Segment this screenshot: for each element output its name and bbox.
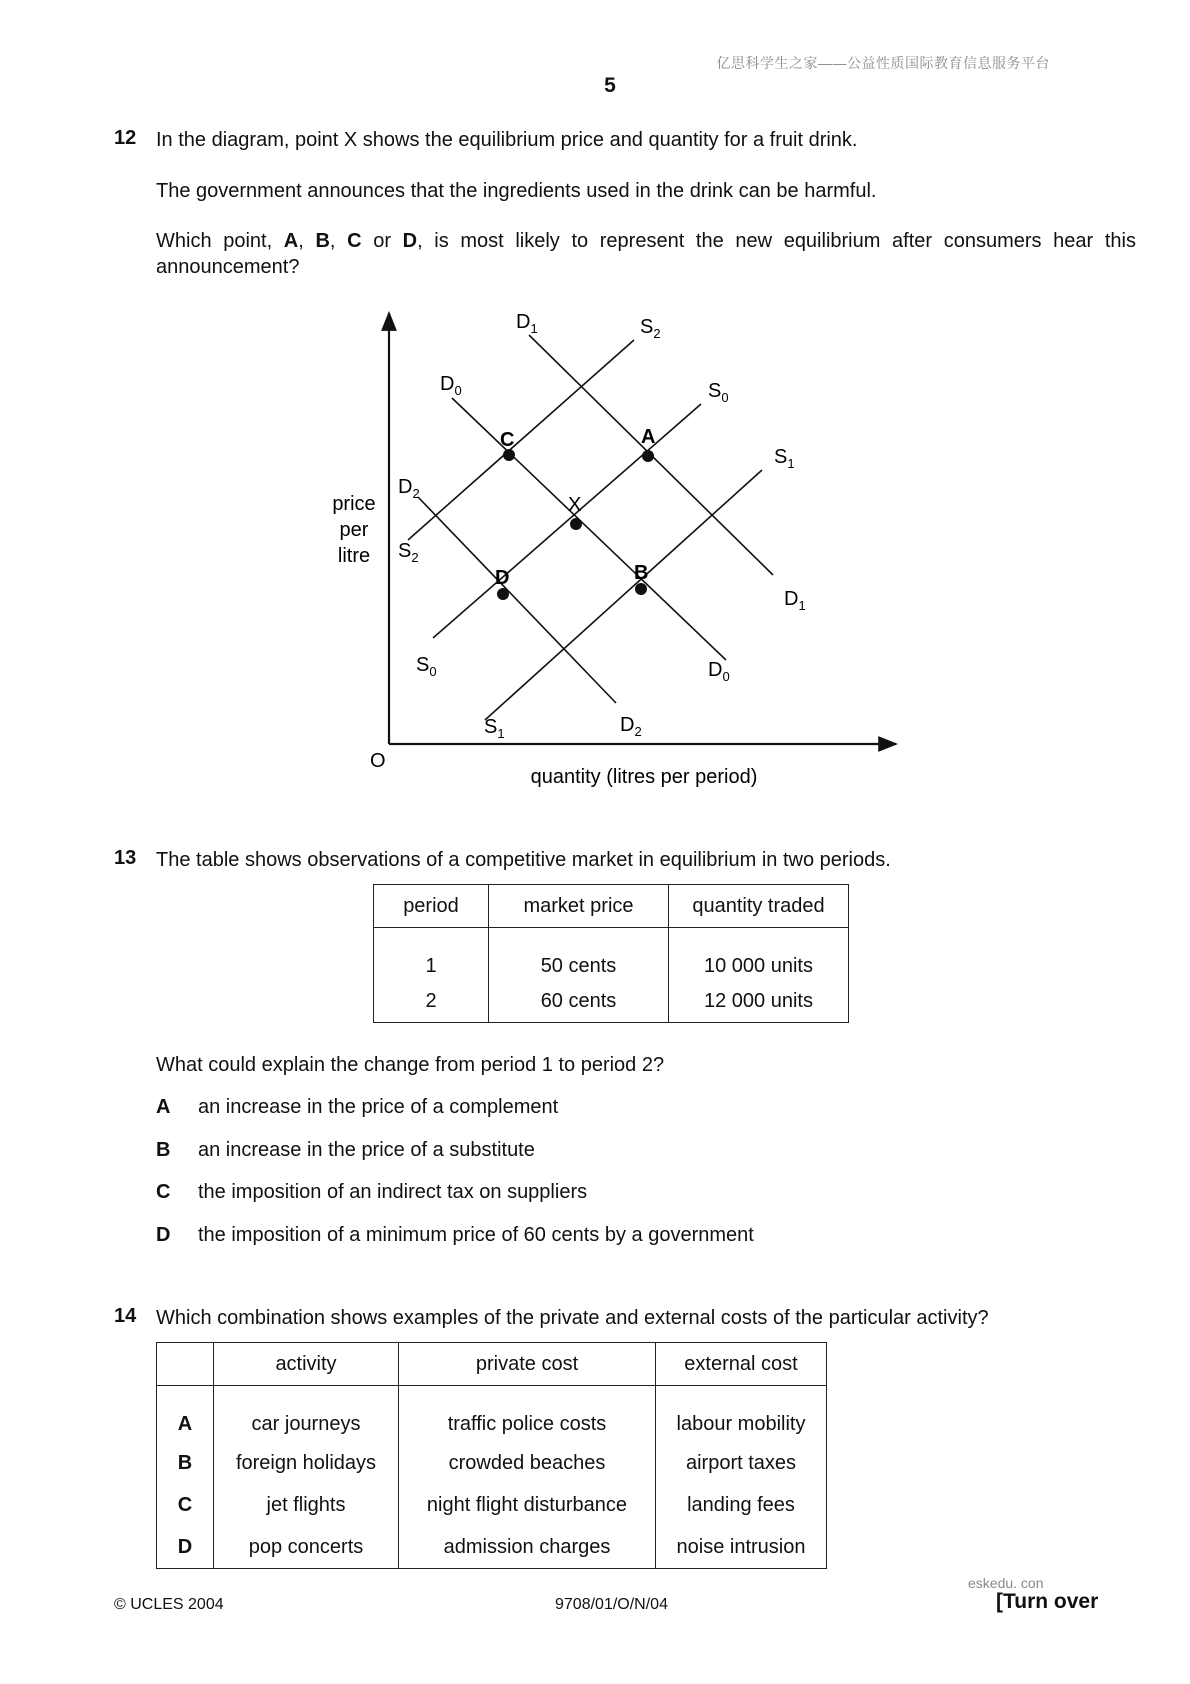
header-external-cost: external cost — [656, 1343, 827, 1386]
header-market-price: market price — [489, 885, 669, 928]
cell-external-cost: labour mobility — [656, 1386, 827, 1443]
market-observations-table — [373, 884, 849, 1023]
label-d0-top: $D_0$ — [440, 373, 462, 398]
label-d0-bottom: $D_0$ — [708, 659, 730, 684]
option-text: the imposition of an indirect tax on suppliers — [198, 1181, 588, 1203]
header-activity: activity — [214, 1343, 399, 1386]
label-d1-top: $D_1$ — [516, 311, 538, 336]
supply-demand-diagram — [0, 0, 1190, 800]
table-row — [157, 1442, 827, 1484]
question-12-line1: In the diagram, point X shows the equilibrium price and quantity for a fruit drink. — [156, 129, 858, 151]
table-row — [157, 1484, 827, 1526]
cell-external-cost: landing fees — [656, 1484, 827, 1526]
point-d-label: D — [495, 567, 510, 589]
header-blank — [157, 1343, 214, 1386]
copyright-text: © UCLES 2004 — [114, 1596, 224, 1613]
header-private-cost: private cost — [399, 1343, 656, 1386]
question-12-line3: Which point, A, B, C or D, is most likely to represent the new equilibrium after consumers hear this announcement? — [156, 230, 1136, 278]
question-13-intro: The table shows observations of a competitive market in equilibrium in two periods. — [156, 849, 891, 871]
cell-private-cost: admission charges — [399, 1526, 656, 1569]
row-letter: C — [157, 1484, 214, 1526]
cell-activity: foreign holidays — [214, 1442, 399, 1484]
option-text: the imposition of a minimum price of 60 cents by a government — [198, 1224, 754, 1246]
label-s0-bottom: $S_0$ — [416, 654, 437, 679]
cell-period: 1 — [374, 928, 489, 981]
question-14-prompt: Which combination shows examples of the private and external costs of the particular activity? — [156, 1307, 989, 1329]
table-header-row — [157, 1343, 827, 1386]
origin-label: O — [370, 750, 386, 772]
question-14-number: 14 — [114, 1305, 137, 1327]
cell-activity: jet flights — [214, 1484, 399, 1526]
cell-private-cost: crowded beaches — [399, 1442, 656, 1484]
label-d2-bottom: $D_2$ — [620, 714, 642, 739]
table-header-row — [374, 885, 849, 928]
question-13-number: 13 — [114, 847, 137, 869]
option-text: an increase in the price of a complement — [198, 1096, 559, 1118]
y-axis-label-line3: litre — [337, 545, 371, 567]
table-row — [374, 928, 849, 981]
point-c-label: C — [500, 429, 515, 451]
cell-quantity: 10 000 units — [669, 928, 849, 981]
option-letter: B — [156, 1139, 171, 1161]
label-s0-top: $S_0$ — [708, 380, 729, 405]
page-number: 5 — [604, 74, 616, 97]
row-letter: B — [157, 1442, 214, 1484]
paper-code: 9708/01/O/N/04 — [555, 1596, 668, 1613]
option-text: an increase in the price of a substitute — [198, 1139, 535, 1161]
option-letter: D — [156, 1224, 171, 1246]
supply-curve-s0 — [433, 404, 701, 638]
header-period: period — [374, 885, 489, 928]
row-letter: D — [157, 1526, 214, 1569]
cell-external-cost: noise intrusion — [656, 1526, 827, 1569]
question-12-number: 12 — [114, 127, 137, 149]
point-x-dot — [570, 518, 582, 530]
point-a-dot — [642, 450, 654, 462]
label-s1-bottom: $S_1$ — [484, 716, 505, 741]
label-d1-bottom: $D_1$ — [784, 588, 806, 613]
demand-curve-d2 — [418, 497, 616, 703]
point-b-label: B — [634, 562, 649, 584]
point-x-label: X — [568, 494, 582, 516]
cell-price: 50 cents — [489, 928, 669, 981]
supply-curve-s1 — [485, 470, 762, 720]
question-13-prompt: What could explain the change from period 1 to period 2? — [156, 1054, 665, 1076]
supply-curve-s2 — [408, 340, 634, 540]
table-row — [157, 1386, 827, 1443]
cell-external-cost: airport taxes — [656, 1442, 827, 1484]
turn-over-text: [Turn over — [996, 1590, 1099, 1613]
question-12-line2: The government announces that the ingredients used in the drink can be harmful. — [156, 180, 877, 202]
cell-period: 2 — [374, 980, 489, 1023]
y-axis-label-line2: per — [339, 519, 369, 541]
x-axis-label: quantity (litres per period) — [530, 766, 758, 788]
cell-activity: car journeys — [214, 1386, 399, 1443]
label-s2-left: $S_2$ — [398, 540, 419, 565]
option-letter: C — [156, 1181, 171, 1203]
cell-quantity: 12 000 units — [669, 980, 849, 1023]
watermark-text: 亿思科学生之家——公益性质国际教育信息服务平台 — [716, 55, 1050, 71]
cell-price: 60 cents — [489, 980, 669, 1023]
costs-table — [156, 1342, 827, 1569]
label-s2-top: $S_2$ — [640, 316, 661, 341]
point-a-label: A — [641, 426, 656, 448]
cell-private-cost: night flight disturbance — [399, 1484, 656, 1526]
label-d2-left: $D_2$ — [398, 476, 420, 501]
point-d-dot — [497, 588, 509, 600]
option-letter: A — [156, 1096, 171, 1118]
row-letter: A — [157, 1386, 214, 1443]
point-b-dot — [635, 583, 647, 595]
demand-curve-d0 — [452, 398, 726, 660]
site-watermark: eskedu. con — [968, 1575, 1044, 1591]
cell-private-cost: traffic police costs — [399, 1386, 656, 1443]
y-axis-label-line1: price — [332, 493, 376, 515]
cell-activity: pop concerts — [214, 1526, 399, 1569]
label-s1-top: $S_1$ — [774, 446, 795, 471]
table-row — [157, 1526, 827, 1569]
header-quantity-traded: quantity traded — [669, 885, 849, 928]
table-row — [374, 980, 849, 1023]
